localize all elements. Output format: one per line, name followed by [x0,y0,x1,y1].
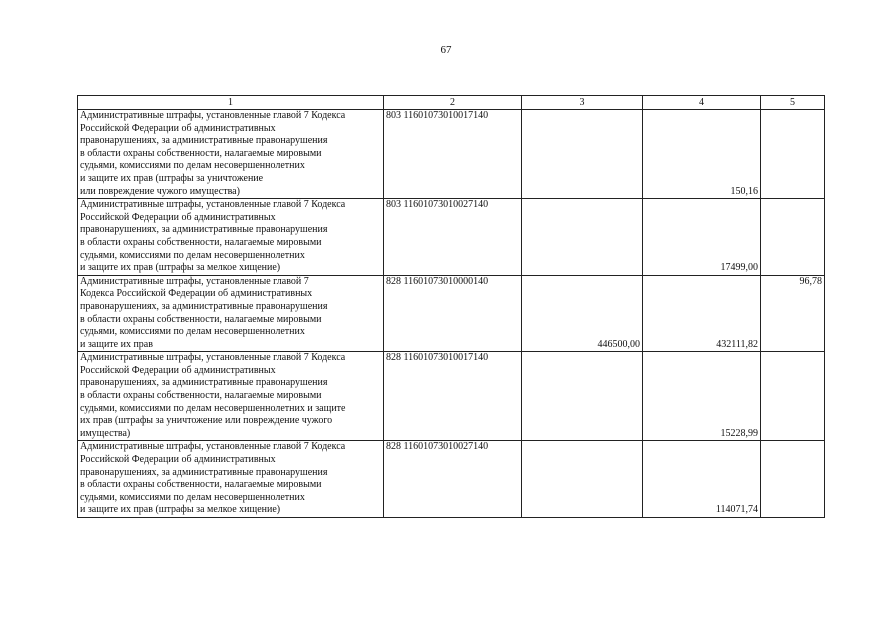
description-line: правонарушениях, за административные правонарушения [80,377,328,389]
execution-percent: 96,78 [761,275,825,352]
description-line: Административные штрафы, установленные главой 7 Кодекса [80,199,346,211]
actual-amount: 114071,74 [643,441,761,518]
column-header-1: 1 [78,96,384,110]
revenue-table [77,95,825,518]
planned-amount: 446500,00 [522,275,643,352]
description-line: в области охраны собственности, налагаемые мировыми [80,236,322,248]
description-line: их прав (штрафы за уничтожение или повреждение чужого [80,415,333,427]
actual-amount: 17499,00 [643,199,761,276]
description-line: и защите их прав [80,338,153,350]
description-line: Административные штрафы, установленные главой 7 Кодекса [80,352,346,364]
budget-classification-code: 803 11601073010027140 [384,199,522,276]
planned-amount [522,441,643,518]
description-line: Административные штрафы, установленные главой 7 Кодекса [80,110,346,121]
budget-classification-code: 828 11601073010000140 [384,275,522,352]
row-description [78,110,384,199]
budget-classification-code: 803 11601073010017140 [384,110,522,199]
description-line: и защите их прав (штрафы за мелкое хищение) [80,504,281,516]
description-line: имущества) [80,427,131,439]
description-line: правонарушениях, за административные правонарушения [80,466,328,478]
description-line: в области охраны собственности, налагаемые мировыми [80,313,322,325]
budget-classification-code: 828 11601073010027140 [384,441,522,518]
budget-classification-code: 828 11601073010017140 [384,352,522,441]
column-header-2: 2 [384,96,522,110]
row-description [78,275,384,352]
description-line: и защите их прав (штрафы за уничтожение [80,172,264,184]
execution-percent [761,352,825,441]
page-number: 67 [440,44,452,56]
planned-amount [522,110,643,199]
description-line: правонарушениях, за административные правонарушения [80,224,328,236]
planned-amount [522,199,643,276]
description-line: правонарушениях, за административные правонарушения [80,300,328,312]
table-row [78,275,825,352]
actual-amount: 150,16 [643,110,761,199]
actual-amount: 432111,82 [643,275,761,352]
description-line: судьями, комиссиями по делам несовершеннолетних [80,326,305,338]
planned-amount [522,352,643,441]
column-header-4: 4 [643,96,761,110]
description-line: Российской Федерации об административных [80,454,276,466]
execution-percent [761,199,825,276]
description-line: Кодекса Российской Федерации об административных [80,288,313,300]
description-line: судьями, комиссиями по делам несовершеннолетних [80,491,305,503]
description-line: судьями, комиссиями по делам несовершеннолетних и защите [80,402,346,414]
execution-percent [761,110,825,199]
row-description [78,352,384,441]
description-line: в области охраны собственности, налагаемые мировыми [80,147,322,159]
description-line: Административные штрафы, установленные главой 7 Кодекса [80,441,346,453]
table-row [78,199,825,276]
execution-percent [761,441,825,518]
description-line: правонарушениях, за административные правонарушения [80,135,328,147]
description-line: Российской Федерации об административных [80,122,276,134]
actual-amount: 15228,99 [643,352,761,441]
description-line: и защите их прав (штрафы за мелкое хищение) [80,262,281,274]
row-description [78,199,384,276]
table-row [78,110,825,199]
description-line: Российской Федерации об административных [80,364,276,376]
column-header-5: 5 [761,96,825,110]
header-row [78,96,825,110]
table-row [78,352,825,441]
description-line: судьями, комиссиями по делам несовершеннолетних [80,249,305,261]
column-header-3: 3 [522,96,643,110]
description-line: в области охраны собственности, налагаемые мировыми [80,390,322,402]
description-line: или повреждение чужого имущества) [80,185,240,197]
table-row [78,441,825,518]
description-line: в области охраны собственности, налагаемые мировыми [80,479,322,491]
description-line: Российской Федерации об административных [80,211,276,223]
description-line: Административные штрафы, установленные главой 7 [80,275,309,287]
description-line: судьями, комиссиями по делам несовершеннолетних [80,160,305,172]
row-description [78,441,384,518]
